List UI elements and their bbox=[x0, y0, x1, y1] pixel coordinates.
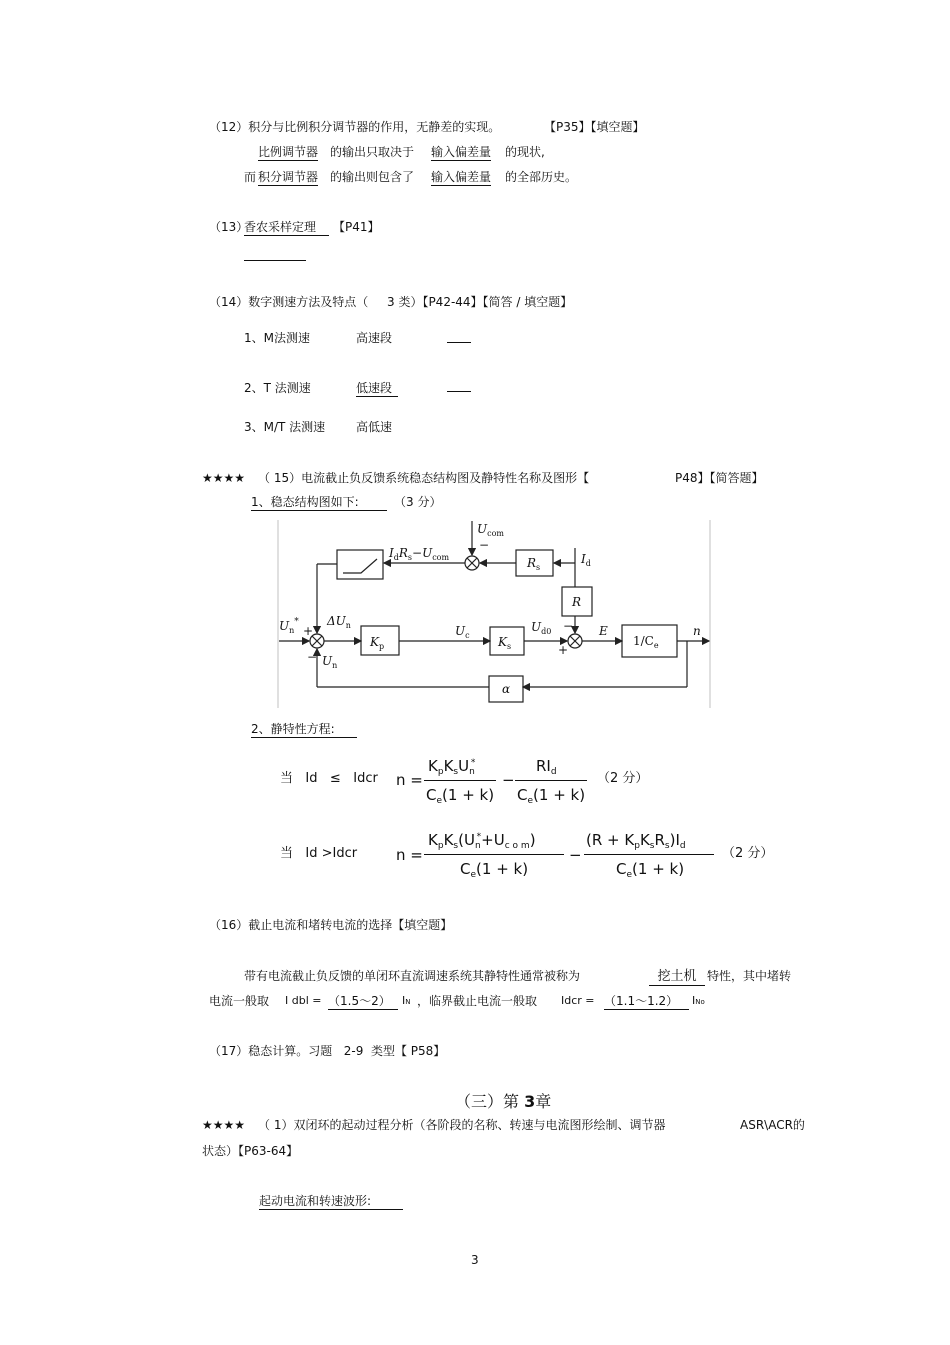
eq1-fraction-bar-1 bbox=[424, 780, 496, 781]
eq1-numerator-1: $K_pK_sU_n^*$ bbox=[428, 757, 476, 777]
svg-text:Rs: $R_s$ bbox=[527, 556, 541, 572]
q12-text: 的全部历史。 bbox=[505, 170, 578, 184]
svg-text:−: − bbox=[563, 619, 574, 633]
q16-text: 特性，其中堵转 bbox=[707, 969, 792, 983]
eq2-score: （2 分） bbox=[722, 846, 774, 861]
q14-item-name: 2、T 法测速 bbox=[244, 381, 311, 395]
q12-answer-1: 比例调节器 bbox=[258, 146, 318, 161]
eq2-fraction-bar-1 bbox=[424, 854, 564, 855]
limiter-block bbox=[337, 550, 383, 579]
q14-blank bbox=[447, 391, 471, 392]
eq2-denominator-2: $C_e(1 + k)$ bbox=[616, 860, 685, 880]
q15-ref: P48】【简答题】 bbox=[675, 471, 764, 485]
q16-text: 电流一般取 bbox=[209, 994, 270, 1008]
q12-answer-3: 积分调节器 bbox=[258, 171, 318, 186]
eq2-fraction-bar-2 bbox=[584, 854, 714, 855]
q14-blank bbox=[447, 342, 471, 343]
svg-text:−: − bbox=[479, 538, 490, 552]
eq2-numerator-2: $(R + K_pK_sR_s)I_d$ bbox=[586, 831, 686, 851]
svg-text:Un*: $U_n^*$ bbox=[279, 617, 299, 635]
q15-title: （ 15）电流截止负反馈系统稳态结构图及静特性名称及图形【 bbox=[258, 471, 590, 485]
q13-answer: 香农采样定理 bbox=[244, 221, 329, 236]
q12-text: 的现状, bbox=[505, 145, 545, 159]
q14-count: 3 类）【P42-44】【简答 / 填空题】 bbox=[387, 295, 573, 309]
q12-ref: 【P35】【填空题】 bbox=[544, 120, 645, 134]
svg-text:Id: $I_d$ bbox=[581, 552, 591, 568]
eq1-condition: 当 Id ≤ Idcr bbox=[280, 771, 378, 786]
block-diagram bbox=[277, 519, 711, 709]
eq1-minus: − bbox=[502, 771, 515, 789]
q16-text: ，临界截止电流一般取 bbox=[417, 994, 538, 1008]
svg-text:Ucom: $U_{com}$ bbox=[477, 522, 505, 538]
q12-title: （12）积分与比例积分调节器的作用，无静差的实现。 bbox=[209, 120, 501, 134]
svg-text:α: α bbox=[502, 682, 511, 696]
q16-answer-3: （1.1～1.2） bbox=[604, 995, 689, 1010]
q12-text: 的输出只取决于 bbox=[330, 145, 415, 159]
svg-text:Ks: $K_s$ bbox=[498, 635, 512, 651]
eq1-lhs: n = bbox=[396, 771, 423, 789]
svg-text:Kp: $K_p$ bbox=[370, 635, 385, 651]
eq2-minus: − bbox=[569, 846, 582, 864]
q14-item-name: 1、M法测速 bbox=[244, 331, 310, 345]
q12-answer-2: 输入偏差量 bbox=[431, 146, 491, 161]
q16-title: （16）截止电流和堵转电流的选择【填空题】 bbox=[209, 918, 453, 932]
eq2-denominator-1: $C_e(1 + k)$ bbox=[460, 860, 529, 880]
q13-ref: 【P41】 bbox=[333, 220, 380, 234]
q15-section-2: 2、静特性方程: bbox=[251, 723, 357, 738]
q16-answer-2: （1.5～2） bbox=[328, 995, 398, 1010]
q16-text: INo bbox=[692, 994, 705, 1007]
svg-text:Un: $U_n$ bbox=[322, 654, 338, 670]
svg-text:n: n bbox=[693, 624, 701, 638]
chapter-heading: （三）第 3章 bbox=[455, 1092, 552, 1111]
svg-text:E: E bbox=[599, 624, 608, 638]
q12-answer-4: 输入偏差量 bbox=[431, 171, 491, 186]
svg-text:−: − bbox=[307, 650, 318, 664]
q14-item-name: 3、M/T 法测速 bbox=[244, 420, 326, 434]
page-number: 3 bbox=[471, 1253, 479, 1267]
q14-item-value: 高低速 bbox=[356, 420, 393, 434]
q14-title: （14）数字测速方法及特点（ bbox=[209, 295, 369, 309]
eq1-denominator-1: $C_e(1 + k)$ bbox=[426, 786, 495, 806]
q16-text: I dbl = bbox=[285, 994, 322, 1007]
ch3-q1: 状态）【P63-64】 bbox=[202, 1144, 299, 1158]
eq2-condition: 当 Id >Idcr bbox=[280, 846, 358, 861]
eq1-denominator-2: $C_e(1 + k)$ bbox=[517, 786, 586, 806]
eq2-lhs: n = bbox=[396, 846, 423, 864]
eq1-numerator-2: $RI_d$ bbox=[536, 757, 557, 777]
q16-text: IN bbox=[402, 994, 411, 1007]
svg-text:ΔUn: $\Delta U_n$ bbox=[327, 614, 351, 630]
ch3-q1: （ 1）双闭环的起动过程分析（各阶段的名称、转速与电流图形绘制、调节器 bbox=[258, 1118, 666, 1132]
q16-text: 带有电流截止负反馈的单闭环直流调速系统其静特性通常被称为 bbox=[244, 969, 581, 983]
q14-item-value: 低速段 bbox=[356, 382, 398, 397]
q12-text: 而 bbox=[244, 170, 257, 184]
eq1-fraction-bar-2 bbox=[515, 780, 587, 781]
q15-score-1: （3 分） bbox=[394, 495, 442, 509]
q14-item-value: 高速段 bbox=[356, 331, 393, 345]
ch3-stars: ★★★★ bbox=[202, 1118, 246, 1132]
q16-text: Idcr = bbox=[561, 994, 595, 1007]
ch3-wave-label: 起动电流和转速波形: bbox=[259, 1195, 403, 1210]
svg-text:R: R bbox=[572, 595, 582, 609]
svg-text:IdRs−Ucom: $I_dR_s-U_{com}$ bbox=[389, 546, 450, 562]
q13-blank bbox=[244, 260, 306, 261]
q16-answer-1: 挖土机 bbox=[649, 970, 705, 986]
q17-title: （17）稳态计算。习题 2-9 类型【 P58】 bbox=[209, 1044, 446, 1058]
svg-text:+: + bbox=[303, 624, 314, 638]
eq1-score: （2 分） bbox=[597, 771, 649, 786]
eq2-numerator-1: $K_pK_s(U_n^*+U_{c o m})$ bbox=[428, 831, 536, 851]
q15-section-1: 1、稳态结构图如下: bbox=[251, 496, 387, 511]
q12-text: 的输出则包含了 bbox=[330, 170, 415, 184]
svg-text:1/Ce: $1/C_e$ bbox=[633, 634, 659, 650]
svg-text:+: + bbox=[558, 643, 569, 657]
svg-text:Ud0: $U_{d0}$ bbox=[531, 620, 552, 636]
ch3-q1: ASR\ACR的 bbox=[740, 1118, 805, 1132]
svg-text:Uc: $U_c$ bbox=[455, 624, 470, 640]
q13-title: （13） bbox=[209, 220, 249, 234]
q15-stars: ★★★★ bbox=[202, 471, 246, 485]
